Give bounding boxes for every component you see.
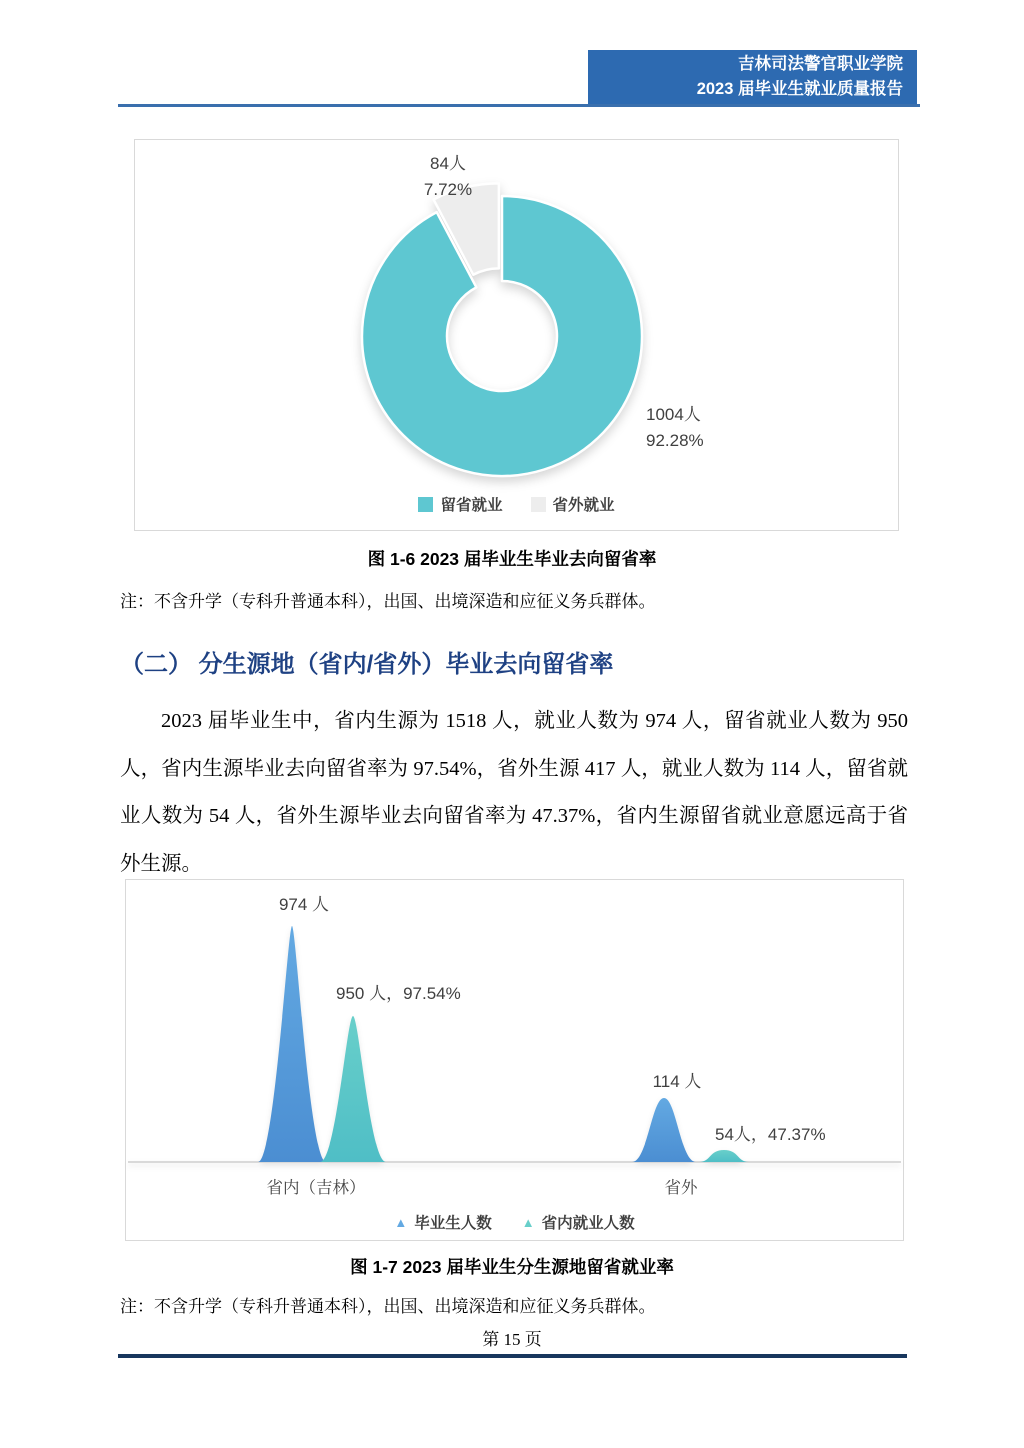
header-school-name: 吉林司法警官职业学院: [738, 55, 903, 73]
gray-square-icon: [531, 497, 546, 512]
figure1-note: 注：不含升学（专科升普通本科），出国、出境深造和应征义务兵群体。: [120, 592, 656, 611]
peak-label-114: 114 人: [652, 1072, 702, 1091]
peak-legend: [126, 1211, 903, 1233]
donut-label-outside-pct: 7.72%: [423, 180, 473, 199]
legend-label: 省外就业: [552, 497, 615, 514]
legend-item-graduates: [394, 1211, 491, 1233]
legend-item-stay-province: [418, 493, 502, 515]
donut-legend: [135, 493, 898, 515]
peak-label-54: 54人，47.37%: [715, 1125, 826, 1144]
figure2-caption: 图 1-7 2023 届毕业生分生源地留省就业率: [350, 1257, 674, 1277]
section-heading: （二） 分生源地（省内/省外）毕业去向留省率: [120, 651, 614, 678]
footer-rule: [118, 1354, 907, 1358]
legend-label: 留省就业: [440, 497, 503, 514]
donut-label-main: [646, 402, 704, 454]
header-rule: [118, 104, 920, 107]
donut-label-main-count: 1004人: [646, 405, 701, 424]
category-label-out-province: 省外: [664, 1179, 698, 1197]
legend-item-in-province-employed: [522, 1211, 635, 1233]
teal-square-icon: [418, 497, 433, 512]
figure2-note: 注：不含升学（专科升普通本科），出国、出境深造和应征义务兵群体。: [120, 1297, 656, 1316]
figure1-caption: 图 1-6 2023 届毕业生毕业去向留省率: [367, 549, 657, 569]
header-report-title: 2023 届毕业生就业质量报告: [696, 80, 903, 98]
teal-triangle-icon: ▲: [521, 1214, 535, 1230]
page-number: 第 15 页: [482, 1330, 542, 1349]
header-banner: [588, 50, 917, 104]
legend-item-outside-province: [531, 493, 615, 515]
donut-label-outside: [388, 151, 508, 203]
legend-label: 省内就业人数: [541, 1215, 635, 1232]
body-paragraph: 2023 届毕业生中，省内生源为 1518 人，就业人数为 974 人，留省就业人数为 950 人，省内生源毕业去向留省率为 97.54%，省外生源 417 人，就业人数为 114 人，留省就业人数为 54 人，省外生源毕业去向留省率为 47.37%，省内生源留省就业意愿远高于省外生源。: [120, 710, 908, 875]
peak-label-950: 950 人，97.54%: [336, 984, 461, 1003]
donut-label-main-pct: 92.28%: [646, 431, 704, 450]
donut-chart: [135, 140, 898, 530]
donut-label-outside-count: 84人: [430, 154, 466, 173]
peak-chart-frame: [125, 879, 904, 1241]
donut-chart-frame: [134, 139, 899, 531]
legend-label: 毕业生人数: [414, 1215, 492, 1232]
category-label-in-province: 省内（吉林）: [266, 1179, 366, 1197]
blue-triangle-icon: ▲: [394, 1214, 408, 1230]
peak-label-974: 974 人: [278, 895, 330, 914]
